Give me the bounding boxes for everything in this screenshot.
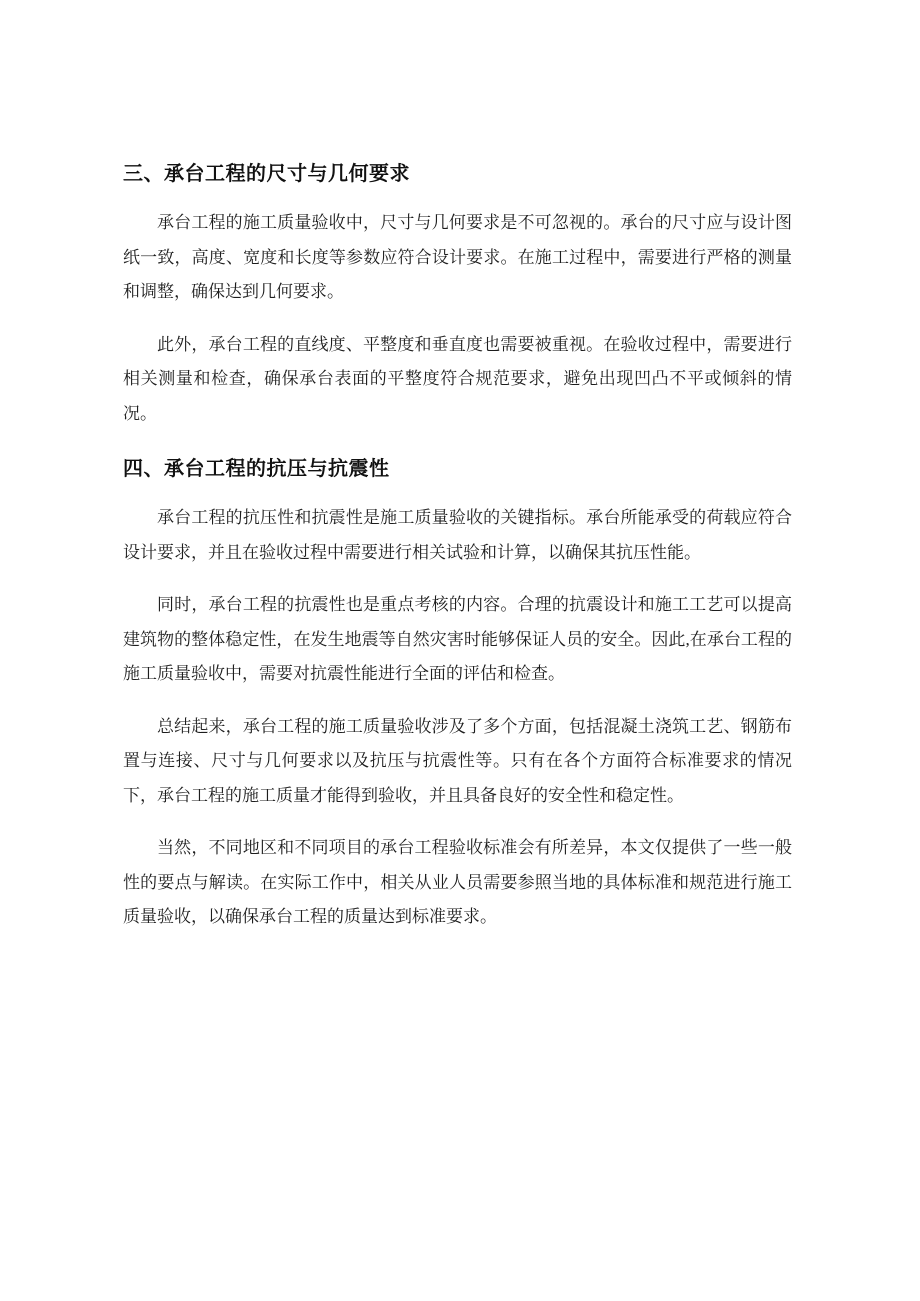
paragraph-compression-1: 承台工程的抗压性和抗震性是施工质量验收的关键指标。承台所能承受的荷载应符合设计要求，并且在验收过程中需要进行相关试验和计算，以确保其抗压性能。 [123, 508, 792, 562]
paragraph-dimensions-2: 此外，承台工程的直线度、平整度和垂直度也需要被重视。在验收过程中，需要进行相关测量和检查，确保承台表面的平整度符合规范要求，避免出现凹凸不平或倾斜的情况。 [123, 334, 792, 423]
document-content [123, 161, 792, 935]
section-heading-compression-seismic: 四、承台工程的抗压与抗震性 [123, 458, 390, 480]
paragraph-dimensions-1: 承台工程的施工质量验收中，尺寸与几何要求是不可忽视的。承台的尺寸应与设计图纸一致，高度、宽度和长度等参数应符合设计要求。在施工过程中，需要进行严格的测量和调整，确保达到几何要求。 [123, 213, 792, 301]
paragraph-summary: 总结起来，承台工程的施工质量验收涉及了多个方面，包括混凝土浇筑工艺、钢筋布置与连接、尺寸与几何要求以及抗压与抗震性等。只有在各个方面符合标准要求的情况下，承台工程的施工质量才能得到验收，并且具备良好的安全性和稳定性。 [123, 716, 792, 805]
paragraph-seismic-2: 同时，承台工程的抗震性也是重点考核的内容。合理的抗震设计和施工工艺可以提高建筑物的整体稳定性，在发生地震等自然灾害时能够保证人员的安全。因此,在承台工程的施工质量验收中，需要对抗震性能进行全面的评估和检查。 [123, 595, 792, 683]
section-heading-dimensions: 三、承台工程的尺寸与几何要求 [123, 163, 410, 185]
paragraph-closing-note: 当然，不同地区和不同项目的承台工程验收标准会有所差异，本文仅提供了一些一般性的要点与解读。在实际工作中，相关从业人员需要参照当地的具体标准和规范进行施工质量验收，以确保承台工程的质量达到标准要求。 [123, 838, 792, 926]
